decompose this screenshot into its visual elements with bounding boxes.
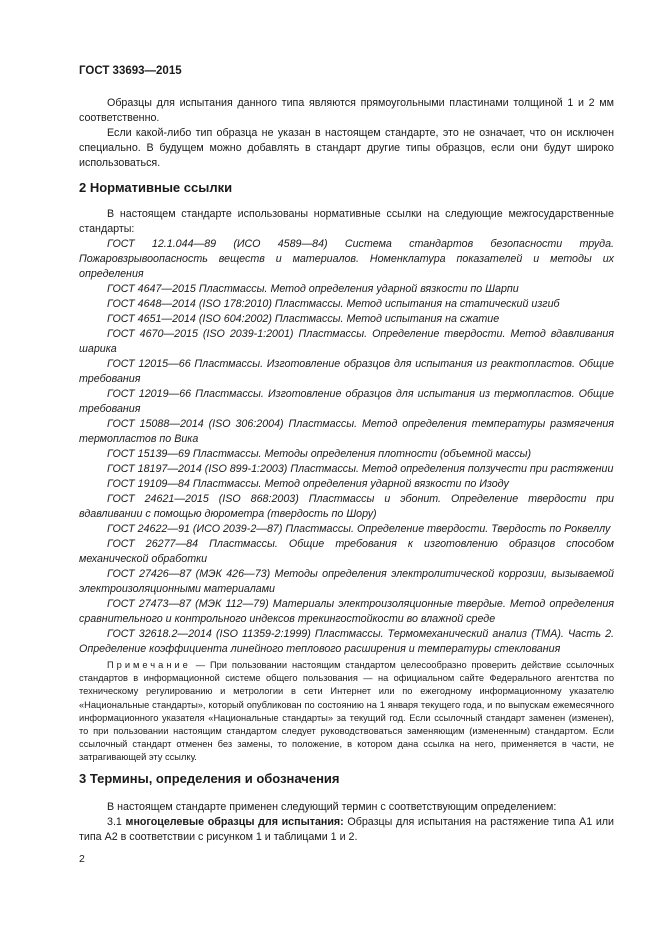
section-lead: В настоящем стандарте применен следующий термин с соответствующим определением: xyxy=(107,801,557,813)
note-text: — При пользовании настоящим стандартом целесообразно проверить действие ссылочных стандартов в информационной системе общего пользования — на официальном сайте Федерального агентства по техническому регулированию и метрологии в сети Интернет или по ежегодному информационному указателю «Национальные стандарты», который опубликован по состоянию на 1 января текущего года, и по выпускам ежемесячного информационного указателя «Национальные стандарты» за текущий год. Если ссылочный стандарт заменен (изменен), то при пользовании настоящим стандартом следует руководствоваться заменяющим (измененным) стандартом. Если ссылочный стандарт отменен без замены, то положение, в котором дана ссылка на него, применяется в части, не затрагивающей эту ссылку. xyxy=(79,660,614,763)
standard-designation: ГОСТ 33693—2015 xyxy=(79,65,182,77)
note-label: Примечание xyxy=(107,660,191,670)
section-lead: В настоящем стандарте использованы нормативные ссылки на следующие межгосударственные стандарты: xyxy=(79,208,614,235)
references-block xyxy=(79,207,614,657)
note-block xyxy=(79,659,614,765)
term-definition: Образцы для испытания на растяжение типа А1 или типа А2 в соответствии с рисунком 1 и таблицами 1 и 2. xyxy=(79,816,614,843)
reference-item: ГОСТ 12.1.044—89 (ИСО 4589—84) Система стандартов безопасности труда. Пожаровзрывоопасность веществ и материалов. Номенклатура показателей и методы их определения xyxy=(79,238,614,280)
reference-item: ГОСТ 19109—84 Пластмассы. Метод определения ударной вязкости по Изоду xyxy=(107,478,509,490)
reference-item: ГОСТ 12019—66 Пластмассы. Изготовление образцов для испытания из термопластов. Общие требования xyxy=(79,388,614,415)
section-heading: 2 Нормативные ссылки xyxy=(79,180,233,195)
note xyxy=(79,659,614,765)
page-number: 2 xyxy=(79,853,85,865)
intro-paragraph: Образцы для испытания данного типа являются прямоугольными пластинами толщиной 1 и 2 мм соответственно. xyxy=(79,97,614,124)
reference-item: ГОСТ 4647—2015 Пластмассы. Метод определения ударной вязкости по Шарпи xyxy=(107,283,519,295)
reference-item: ГОСТ 15088—2014 (ISO 306:2004) Пластмассы. Метод определения температуры размягчения термопластов по Вика xyxy=(79,418,614,445)
term-name: многоцелевые образцы для испытания: xyxy=(125,816,344,828)
intro-paragraph: Если какой-либо тип образца не указан в настоящем стандарте, это не означает, что он исключен специально. В будущем можно добавлять в стандарт другие типы образцов, если они будут широко использоваться. xyxy=(79,127,614,169)
reference-item: ГОСТ 27426—87 (МЭК 426—73) Методы определения электролитической коррозии, вызываемой электроизоляционными материалами xyxy=(79,568,614,595)
reference-item: ГОСТ 27473—87 (МЭК 112—79) Материалы электроизоляционные твердые. Метод определения сравнительного и контрольного индексов трекингостойкости во влажной среде xyxy=(79,598,614,625)
reference-item: ГОСТ 18197—2014 (ISO 899-1:2003) Пластмассы. Метод определения ползучести при растяжении xyxy=(107,463,614,475)
reference-item: ГОСТ 12015—66 Пластмассы. Изготовление образцов для испытания из реактопластов. Общие требования xyxy=(79,358,614,385)
term-entry xyxy=(79,815,614,845)
reference-item: ГОСТ 26277—84 Пластмассы. Общие требования к изготовлению образцов способом механической обработки xyxy=(79,538,614,565)
terms-block xyxy=(79,800,614,845)
reference-item: ГОСТ 4648—2014 (ISO 178:2010) Пластмассы. Метод испытания на статический изгиб xyxy=(107,298,560,310)
reference-item: ГОСТ 32618.2—2014 (ISO 11359-2:1999) Пластмассы. Термомеханический анализ (ТМА). Часть 2. Определение коэффициента линейного теплового расширения и температуры стеклования xyxy=(79,628,614,655)
term-number: 3.1 xyxy=(107,816,122,828)
section-heading: 3 Термины, определения и обозначения xyxy=(79,771,340,786)
reference-item: ГОСТ 4651—2014 (ISO 604:2002) Пластмассы. Метод испытания на сжатие xyxy=(107,313,500,325)
reference-item: ГОСТ 24621—2015 (ISO 868:2003) Пластмассы и эбонит. Определение твердости при вдавливании с помощью дюрометра (твердость по Шору) xyxy=(79,493,614,520)
section-normative-references xyxy=(79,180,614,195)
intro-block xyxy=(79,96,614,171)
reference-item: ГОСТ 15139—69 Пластмассы. Методы определения плотности (объемной массы) xyxy=(107,448,532,460)
reference-item: ГОСТ 4670—2015 (ISO 2039-1:2001) Пластмассы. Определение твердости. Метод вдавливания шарика xyxy=(79,328,614,355)
reference-item: ГОСТ 24622—91 (ИСО 2039-2—87) Пластмассы. Определение твердости. Твердость по Роквеллу xyxy=(107,523,611,535)
section-terms xyxy=(79,771,614,786)
